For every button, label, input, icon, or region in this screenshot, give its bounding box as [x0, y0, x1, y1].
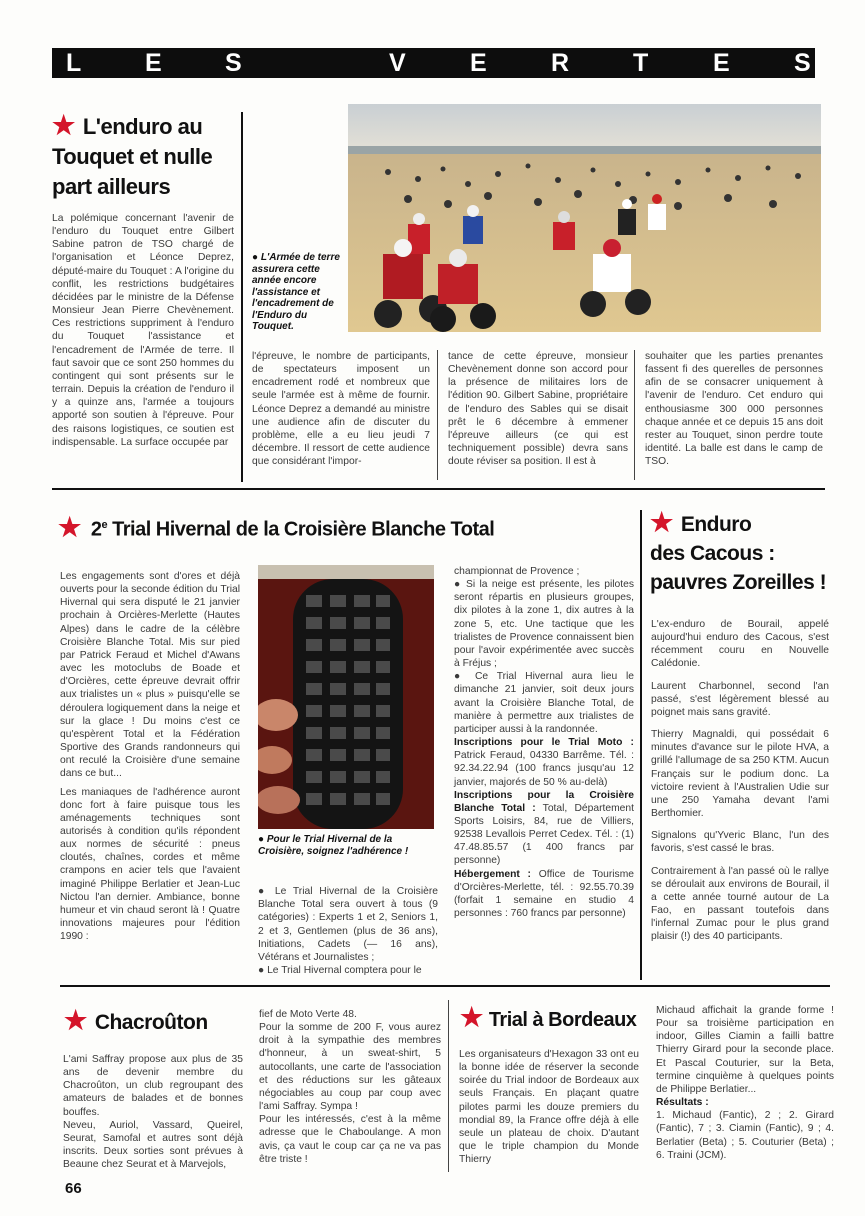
paragraph: tance de cette épreuve, monsieur Chevènement donne son accord pour la présence de militaires lors de l'édition 90. Gilbert Sabine, propriétaire de l'enduro des Sables qui se disait prêt le 6 décembre à emmener l'épreuve ailleurs (ce qui est techniquement possible) devra sans doute réviser sa position. Il est à	[448, 351, 628, 468]
paragraph: championnat de Provence ; ● Si la neige est présente, les pilotes seront répartis en plusieurs groupes, dix pilotes à la zone 1, dix autres à la zone 5, etc. Une tactique que les trialistes de Provence connaissent bien pour l'avoir expérimentée avec succès à Fréjus ; ● Ce Trial Hivernal aura lieu le dimanche 21 janvier, soit deux jours avant la Croisière Blanche Total, de manière à permettre aux trialistes de participer aussi à la randonnée.	[454, 566, 634, 735]
paragraph: Laurent Charbonnel, second l'an passé, s'est légèrement blessé au poignet mais sans gravité.	[651, 680, 829, 718]
header-letter: R	[551, 49, 570, 77]
photo-caption: ● Pour le Trial Hivernal de la Croisière, soignez l'adhérence !	[258, 834, 409, 857]
title-text: Chacroûton	[94, 1011, 208, 1034]
article-trial-hivernal-col3	[454, 565, 634, 920]
article-touquet-col4	[645, 350, 823, 473]
star-icon: ★	[650, 507, 673, 537]
star-icon: ★	[52, 110, 75, 140]
header-letter: S	[225, 49, 242, 77]
title-text: Trial Hivernal de la Croisière Blanche Total	[107, 518, 495, 541]
results-label: Résultats :	[656, 1097, 709, 1109]
title-text: Trial à Bordeaux	[488, 1009, 637, 1031]
title-line: Enduro	[680, 513, 752, 536]
paragraph: L'ex-enduro de Bourail, appelé aujourd'hui enduro des Cacous, s'est récemment couru en Nouvelle Calédonie.	[651, 619, 829, 670]
title-line: des Cacous :	[650, 542, 775, 565]
article-cacous-title	[650, 508, 830, 597]
paragraph: Signalons qu'Yveric Blanc, l'un des favoris, s'est cassé le bras.	[651, 830, 829, 855]
paragraph: Les maniaques de l'adhérence auront donc fort à faire puisque tous les aménagements techniques sont autorisés à condition qu'ils répondent aux normes de sécurité : pneus cloutés, chaînes, cordes et même crampons en acier tels que l'avaient imaginé Philippe Berlatier et Jean-Luc Nictou l'an dernier. Ambiance, bonne humeur et vin chaud seront là ! Quatre innovations majeures pour l'édition 1990 :	[60, 786, 240, 943]
paragraph: ● Le Trial Hivernal de la Croisière Blanche Total sera ouvert à tous (9 catégories) : Experts 1 et 2, Seniors 1, 2 et 3, Gentlemen (plus de 36 ans), Initiations, Cadets (— 16 ans), Vétérans et Journalistes ; ● Le Trial Hivernal comptera pour le	[258, 886, 438, 977]
hebergement-label: Hébergement :	[454, 868, 531, 880]
star-icon: ★	[58, 511, 81, 542]
article-bordeaux-col2	[656, 1004, 834, 1162]
paragraph: Pour les intéressés, c'est à la même adresse que le Chaboulange. A mon avis, ça vaut le coup car ça ne va pas être triste !	[259, 1114, 441, 1165]
paragraph: fief de Moto Verte 48.	[259, 1009, 357, 1020]
article-cacous-body	[651, 618, 829, 948]
article-bordeaux-col1	[459, 1048, 639, 1166]
header-letter: T	[633, 49, 649, 77]
paragraph: L'ami Saffray propose aux plus de 35 ans de devenir membre du Chacroûton, un club regroupant des amateurs de balades et de bonnes bouffes.	[63, 1054, 243, 1118]
column-divider	[448, 1000, 449, 1172]
section-header-bar	[52, 48, 815, 78]
column-divider	[634, 350, 635, 480]
paragraph: La polémique concernant l'avenir de l'enduro du Touquet entre Gilbert Sabine patron de TSO chargé de l'organisation et Léonce Deprez, député-maire du Touquet : A l'origine du conflit, les restrictions budgétaires décidées par le ministre de la Défense Monsieur Jean Pierre Chevènement. Ces restrictions suppriment à l'enduro du Touquet l'assistance et l'encadrement de l'Armée de terre. Il faut savoir que ce sont 250 hommes du contingent qui sont présents sur le terrain. Depuis la création de l'enduro il y a quinze ans, l'armée a toujours apporté son soutien à l'épreuve. Pour des raisons logistiques, ce soutien est indispensable. La surface occupée par	[52, 213, 234, 448]
paragraph: Michaud affichait la grande forme ! Pour sa troisième participation en indoor, Gilles Ciamin a failli battre Thierry Girard pour la seconde place. Et Pascal Couturier, sur la Beta, termine cinquième à quelques points de Philippe Berlatier...	[656, 1005, 834, 1095]
column-divider	[241, 112, 243, 482]
results-text: 1. Michaud (Fantic), 2 ; 2. Girard (Fantic), 7 ; 3. Ciamin (Fantic), 9 ; 4. Berlatier (Beta) ; 5. Couturier (Beta) ; 6. Traini (JCM).	[656, 1110, 834, 1161]
header-letter: L	[66, 49, 82, 77]
paragraph: Les organisateurs d'Hexagon 33 ont eu la bonne idée de réserver la seconde soirée du Trial indoor de Bordeaux aux seuls Français. En plaçant quatre pilotes parmi les douze premiers du mondial 89, la France offre déjà à elle seule un plateau de choix. D'autant que le triple champion du Monde Thierry	[459, 1049, 639, 1166]
article-touquet-title	[52, 110, 242, 202]
inscription-moto-text: Patrick Feraud, 04330 Barrême. Tél. : 92.34.22.94 (100 francs jusqu'au 12 janvier, majorés de 50 % au-delà)	[454, 750, 634, 788]
inscription-croisiere-label: Inscriptions pour la Croisière Blanche Total :	[454, 789, 634, 814]
paragraph: Neveu, Auriol, Vassard, Queirel, Seurat, Samofal et autres sont déjà inscrits. Deux sorties sont prévues à Beaune chez Seurat et à Marvejols,	[63, 1119, 243, 1171]
article-touquet-col1	[52, 212, 234, 454]
header-letter: E	[713, 49, 730, 77]
paragraph: souhaiter que les parties prenantes fassent fi des querelles de personnes afin de se consacrer uniquement à l'avenir de l'enduro. Cet enduro qui enthousiasme 300 000 personnes chaque année et ce depuis 15 ans doit rester au Touquet, sinon perdre toute identité. La balle est dans le camp de TSO.	[645, 351, 823, 468]
title-number: 2	[90, 518, 102, 541]
title-line: part ailleurs	[52, 174, 171, 199]
article-touquet-col3	[448, 350, 628, 473]
header-letter: E	[470, 49, 487, 77]
section-divider	[60, 985, 830, 987]
header-letter: S	[794, 49, 811, 77]
inscription-croisiere-text: Total, Département Sports Loisirs, 84, rue de Villiers, 92538 Levallois Perret Cedex. Tél. : (1) 47.48.85.57 (1 400 francs par personne)	[454, 802, 634, 867]
paragraph: Thierry Magnaldi, qui possédait 6 minutes d'avance sur le pilote HVA, a grillé l'allumage de sa 250 KTM. Aucun Français sur le podium donc. La victoire revient à l'Australien Udie sur une 250 Yamaha devant l'ami Berthomier.	[651, 729, 829, 820]
paragraph: Les engagements sont d'ores et déjà ouverts pour la seconde édition du Trial Hivernal qui sera disputé le 21 janvier prochain à Orcières-Merlette (Hautes Alpes) dans le cadre de la célèbre Croisière Blanche Total. Mis sur pied par Patrick Feraud et Michel d'Awans avec les motoclubs de Boade et d'Orcières, cette épreuve devrait offrir aux trialistes un « plus » puisqu'elle se déroulera logiquement dans la neige et sur la glace ! Du moins c'est ce qu'espèrent Total et la Fédération Sportive des Grands randonneurs qui ont reculé la Croisière d'une semaine dans ce but...	[60, 571, 240, 780]
article-bordeaux-title	[460, 1002, 640, 1035]
title-line: pauvres Zoreilles !	[650, 571, 827, 594]
title-line: L'enduro au	[82, 114, 203, 139]
photo-caption: ● L'Armée de terre assurera cette année encore l'assistance et l'encadrement de l'Enduro du Touquet.	[252, 252, 340, 332]
star-icon: ★	[64, 1005, 87, 1035]
inscription-moto-label: Inscriptions pour le Trial Moto :	[454, 737, 634, 749]
article-trial-hivernal-col1	[60, 570, 240, 948]
article-chacrouton-col1	[63, 1053, 243, 1171]
article-touquet-col2	[252, 350, 430, 473]
star-icon: ★	[460, 1002, 483, 1032]
page-number: 66	[65, 1180, 82, 1197]
section-divider	[52, 488, 825, 490]
article-trial-hivernal-col2	[258, 872, 438, 990]
header-letter: V	[389, 49, 406, 77]
article-trial-hivernal-title	[58, 510, 628, 545]
column-divider	[640, 510, 642, 980]
tyre-photo	[258, 565, 434, 829]
header-letter: E	[145, 49, 162, 77]
article-chacrouton-col2	[259, 1008, 441, 1166]
article-chacrouton-title	[64, 1005, 244, 1038]
title-superscript: e	[101, 519, 108, 531]
paragraph: Contrairement à l'an passé où le rallye se déroulait aux environs de Bourail, il a cette année tourné autour de La Fao, en passant toutefois dans l'infernal Zumac pour le plus grand plaisir (!) des 40 participants.	[651, 865, 829, 943]
paragraph: l'épreuve, le nombre de participants, de spectateurs imposent un encadrement rodé et nombreux que seule l'armée est à même de fournir. Léonce Deprez a demandé au ministre une audience afin de discuter du problème, elle a eu lieu jeudi 7 décembre. Il ressort de cette audience que considérant l'impor-	[252, 351, 430, 468]
title-line: Touquet et nulle	[52, 144, 213, 169]
paragraph: Pour la somme de 200 F, vous aurez droit à la sympathie des membres d'honneur, à un sweat-shirt, 5 autocollants, une carte de l'association et des réductions sur les gâteaux négociables au coup par coup avec l'ami Saffray. Sympa !	[259, 1022, 441, 1113]
hebergement-text: Office de Tourisme d'Orcières-Merlette, tél. : 92.55.70.39 (forfait 1 semaine en studio 4 personnes : 760 francs par personne)	[454, 868, 635, 920]
enduro-beach-photo	[348, 104, 821, 332]
column-divider	[437, 350, 438, 480]
